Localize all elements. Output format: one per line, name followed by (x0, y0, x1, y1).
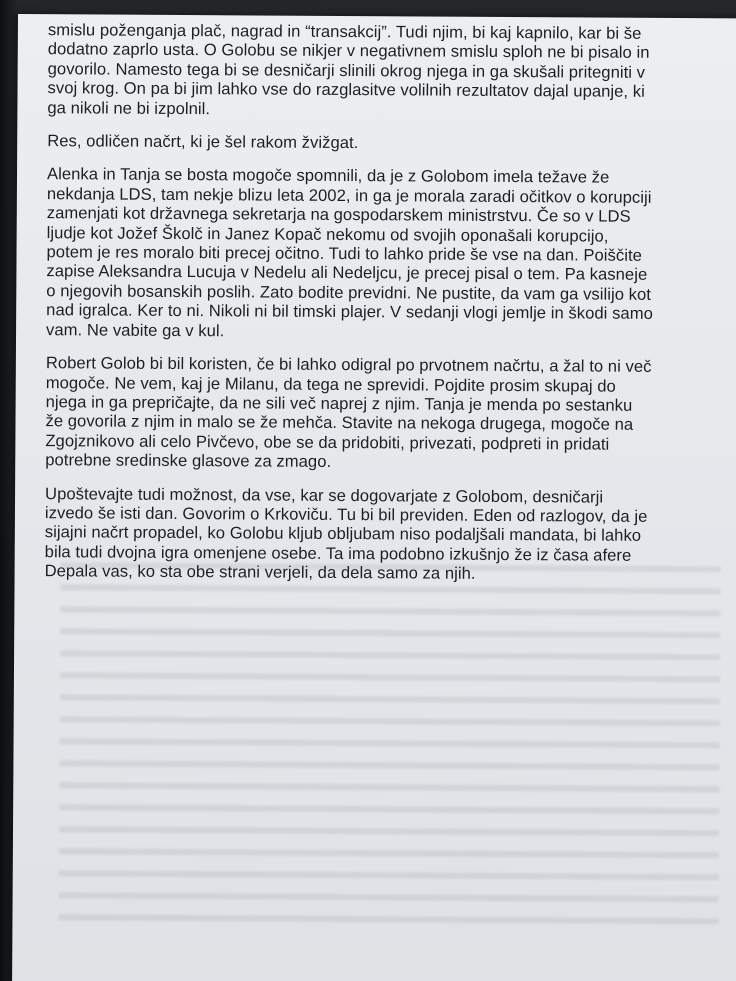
paragraph-4: Robert Golob bi bil koristen, če bi lahko odigral po prvotnem načrtu, a žal to ni več mogoče. Ne vem, kaj je Milanu, da tega ne sprevidi. Pojdite prosim skupaj do njega in ga prepričajte, da ne sili več naprej z njim. Tanja je menda po sestanku že govorila z njim in malo se že mehča. Stavite na nekoga drugega, mogoče na Zgojznikovo ali celo Pivčevo, obe se da pridobiti, privezati, podpreti in pridati potrebne sredinske glasove za zmago. (45, 353, 652, 472)
document-body (44, 20, 733, 599)
paragraph-1: smislu poženganja plač, nagrad in “transakcij”. Tudi njim, bi kaj kapnilo, kar bi še dodatno zaprlo usta. O Golobu se nikjer v negativnem smislu sploh ne bi pisalo in govorilo. Namesto tega bi se desničarji slinili okrog njega in ga skušali pritegniti v svoj krog. On pa bi jim lahko vse do razglasitve volilnih rezultatov dajal upanje, ki ga nikoli ne bi izpolnil. (47, 20, 650, 118)
paper-sheet (12, 14, 736, 981)
paragraph-3: Alenka in Tanja se bosta mogoče spomnili, da je z Golobom imela težave že nekdanja LDS, tam nekje blizu leta 2002, in ga je morala zaradi očitkov o korupciji zamenjati kot državnega sekretarja na gospodarskem ministrstvu. Če so v LDS ljudje kot Jožef Školč in Janez Kopač nekomu od svojih oponašali korupcijo, potem je res moralo biti precej očitno. Tudi to lahko pride še vse na dan. Poiščite zapise Aleksandra Lucuja v Nedelu ali Nedeljcu, je precej pisal o tem. Pa kasneje o njegovih bosanskih poslih. Zato bodite previdni. Ne pustite, da vam ga vsilijo kot nad igralca. Ker to ni. Nikoli ni bil timski plajer. V sedanji vlogi jemlje in škodi samo vam. Ne vabite ga v kul. (46, 164, 653, 340)
paragraph-5: Upoštevajte tudi možnost, da vse, kar se dogovarjate z Golobom, desničarji izvedo še isti dan. Govorim o Krkoviču. Tu bi bil previden. Eden od razlogov, da je sijajni načrt propadel, ko Golobu kljub obljubam niso podaljšali mandata, bi lahko bila tudi dvojna igra omenjene osebe. Ta ima podobno izkušnjo že iz časa afere Depala vas, ko sta obe strani verjeli, da dela samo za njih. (44, 483, 648, 583)
paragraph-2: Res, odličen načrt, ki je šel rakom žvižgat. (47, 131, 359, 153)
show-through-text (58, 554, 720, 938)
